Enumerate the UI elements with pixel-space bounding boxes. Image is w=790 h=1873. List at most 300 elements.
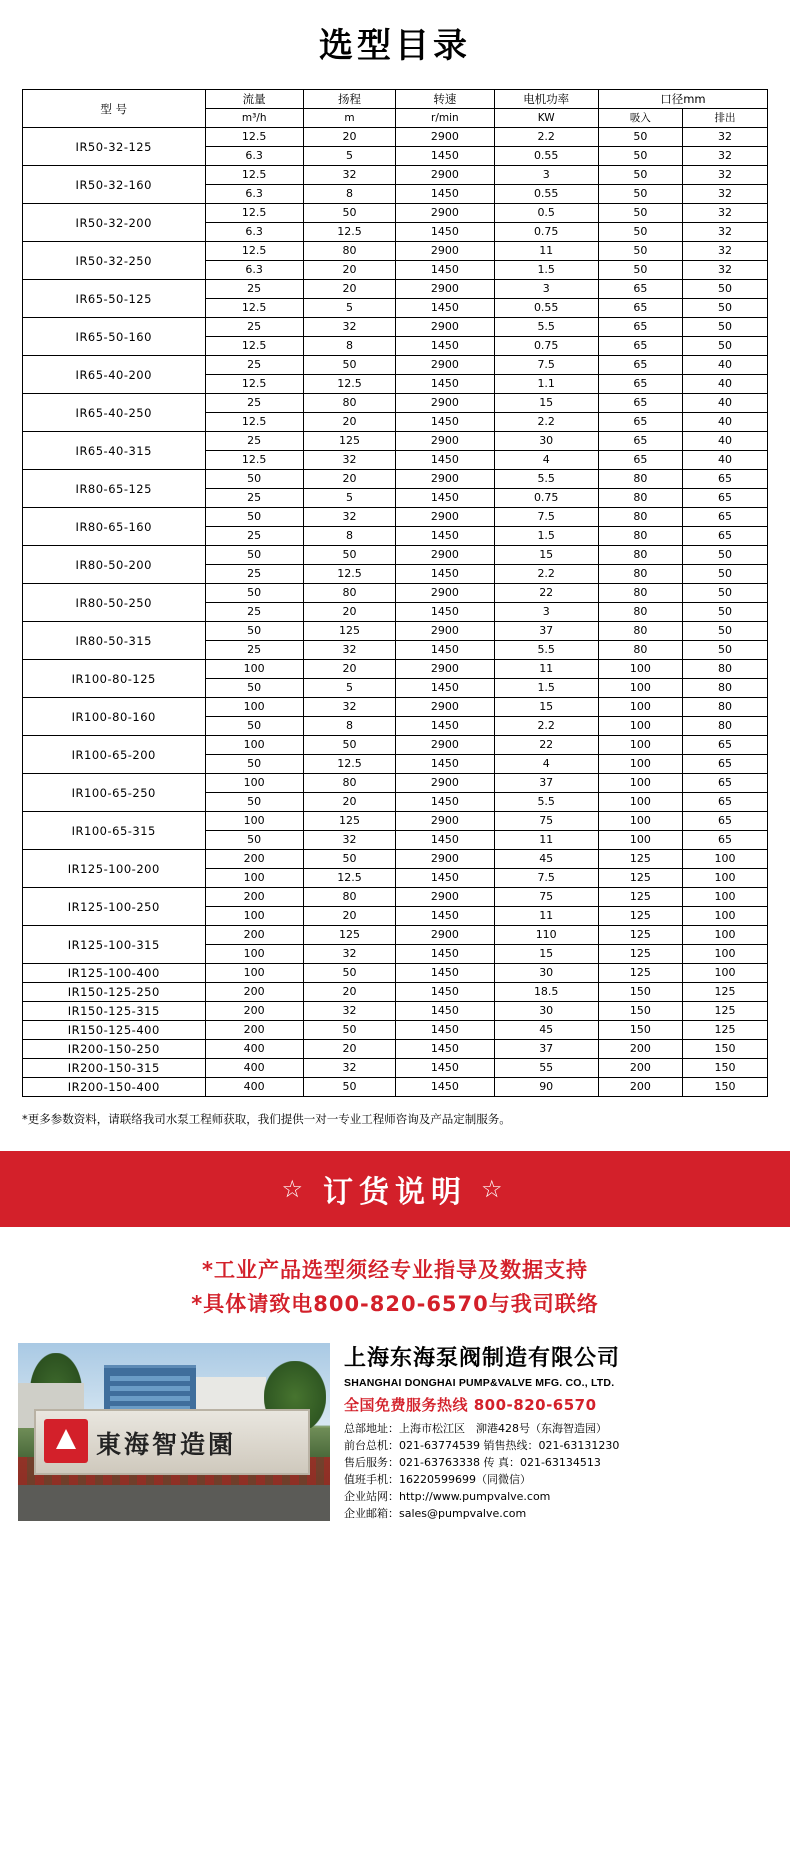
cell-speed: 2900 xyxy=(396,774,494,793)
cell-speed: 1450 xyxy=(396,717,494,736)
cell-outlet: 100 xyxy=(683,888,768,907)
cell-speed: 1450 xyxy=(396,489,494,508)
cell-outlet: 80 xyxy=(683,698,768,717)
cell-outlet: 65 xyxy=(683,489,768,508)
contact-line: 售后服务：021-63763338 传 真：021-63134513 xyxy=(344,1456,601,1469)
cell-power: 3 xyxy=(494,603,598,622)
table-row xyxy=(23,660,768,679)
cell-power: 37 xyxy=(494,1040,598,1059)
unit-head: m xyxy=(303,109,395,128)
cell-power: 0.75 xyxy=(494,223,598,242)
cell-inlet: 100 xyxy=(598,679,682,698)
cell-inlet: 65 xyxy=(598,394,682,413)
cell-power: 11 xyxy=(494,242,598,261)
cell-outlet: 50 xyxy=(683,299,768,318)
cell-head: 32 xyxy=(303,945,395,964)
cell-inlet: 100 xyxy=(598,812,682,831)
cell-head: 50 xyxy=(303,1078,395,1097)
cell-speed: 1450 xyxy=(396,907,494,926)
cell-speed: 2900 xyxy=(396,204,494,223)
cell-outlet: 32 xyxy=(683,223,768,242)
header-inlet: 吸入 xyxy=(598,109,682,128)
cell-head: 32 xyxy=(303,698,395,717)
cell-model: IR200-150-250 xyxy=(23,1040,206,1059)
cell-outlet: 50 xyxy=(683,318,768,337)
header-head: 扬程 xyxy=(303,90,395,109)
cell-speed: 2900 xyxy=(396,622,494,641)
cell-head: 50 xyxy=(303,1021,395,1040)
cell-inlet: 65 xyxy=(598,337,682,356)
cell-flow: 200 xyxy=(205,888,303,907)
cell-inlet: 200 xyxy=(598,1078,682,1097)
cell-inlet: 150 xyxy=(598,1021,682,1040)
cell-inlet: 80 xyxy=(598,603,682,622)
cell-speed: 2900 xyxy=(396,584,494,603)
cell-speed: 2900 xyxy=(396,736,494,755)
cell-speed: 1450 xyxy=(396,375,494,394)
cell-flow: 200 xyxy=(205,1002,303,1021)
cell-power: 45 xyxy=(494,850,598,869)
cell-model: IR65-50-160 xyxy=(23,318,206,356)
contact-list xyxy=(344,1420,772,1522)
cell-flow: 50 xyxy=(205,793,303,812)
contact-line: 值班手机：16220599699（同微信） xyxy=(344,1473,531,1486)
cell-flow: 25 xyxy=(205,394,303,413)
cell-power: 30 xyxy=(494,1002,598,1021)
cell-outlet: 32 xyxy=(683,242,768,261)
cell-flow: 12.5 xyxy=(205,242,303,261)
star-right-icon: ☆ xyxy=(481,1175,509,1203)
cell-flow: 25 xyxy=(205,356,303,375)
cell-power: 15 xyxy=(494,698,598,717)
cell-inlet: 65 xyxy=(598,299,682,318)
cell-power: 110 xyxy=(494,926,598,945)
table-row xyxy=(23,774,768,793)
table-body xyxy=(23,128,768,1097)
cell-flow: 100 xyxy=(205,736,303,755)
cell-speed: 2900 xyxy=(396,698,494,717)
cell-outlet: 32 xyxy=(683,166,768,185)
cell-power: 11 xyxy=(494,660,598,679)
cell-model: IR150-125-400 xyxy=(23,1021,206,1040)
cell-outlet: 50 xyxy=(683,584,768,603)
cell-model: IR65-40-315 xyxy=(23,432,206,470)
cell-flow: 50 xyxy=(205,831,303,850)
cell-speed: 2900 xyxy=(396,508,494,527)
cell-power: 45 xyxy=(494,1021,598,1040)
cell-flow: 6.3 xyxy=(205,223,303,242)
cell-speed: 1450 xyxy=(396,869,494,888)
table-row xyxy=(23,318,768,337)
cell-power: 90 xyxy=(494,1078,598,1097)
cell-speed: 1450 xyxy=(396,1040,494,1059)
cell-inlet: 50 xyxy=(598,223,682,242)
unit-power: KW xyxy=(494,109,598,128)
cell-speed: 1450 xyxy=(396,983,494,1002)
hotline: 全国免费服务热线 800-820-6570 xyxy=(344,1396,597,1414)
header-speed: 转速 xyxy=(396,90,494,109)
cell-outlet: 100 xyxy=(683,926,768,945)
cell-head: 5 xyxy=(303,679,395,698)
signboard-text: 東海智造園 xyxy=(96,1430,237,1459)
cell-model: IR80-65-125 xyxy=(23,470,206,508)
cell-outlet: 80 xyxy=(683,679,768,698)
cell-inlet: 65 xyxy=(598,451,682,470)
table-row xyxy=(23,394,768,413)
cell-model: IR65-40-200 xyxy=(23,356,206,394)
cell-power: 2.2 xyxy=(494,717,598,736)
cell-flow: 100 xyxy=(205,907,303,926)
cell-model: IR100-80-125 xyxy=(23,660,206,698)
cell-power: 37 xyxy=(494,774,598,793)
cell-inlet: 65 xyxy=(598,356,682,375)
cell-outlet: 100 xyxy=(683,907,768,926)
cell-inlet: 200 xyxy=(598,1040,682,1059)
cell-speed: 1450 xyxy=(396,223,494,242)
cell-power: 4 xyxy=(494,451,598,470)
cell-inlet: 65 xyxy=(598,413,682,432)
header-row-main xyxy=(23,90,768,109)
cell-head: 125 xyxy=(303,812,395,831)
cell-outlet: 65 xyxy=(683,831,768,850)
cell-outlet: 50 xyxy=(683,641,768,660)
table-row xyxy=(23,432,768,451)
cell-model: IR100-65-200 xyxy=(23,736,206,774)
cell-flow: 200 xyxy=(205,1021,303,1040)
cell-flow: 100 xyxy=(205,698,303,717)
cell-head: 125 xyxy=(303,926,395,945)
factory-photo xyxy=(18,1343,330,1521)
cell-head: 8 xyxy=(303,185,395,204)
cell-head: 5 xyxy=(303,299,395,318)
table-row xyxy=(23,166,768,185)
cell-model: IR100-65-315 xyxy=(23,812,206,850)
company-logo-icon xyxy=(44,1419,88,1463)
cell-flow: 200 xyxy=(205,926,303,945)
cell-model: IR200-150-315 xyxy=(23,1059,206,1078)
cell-power: 0.55 xyxy=(494,185,598,204)
company-name-en: SHANGHAI DONGHAI PUMP&VALVE MFG. CO., LTD. xyxy=(344,1377,615,1389)
cell-outlet: 50 xyxy=(683,565,768,584)
cell-head: 32 xyxy=(303,1059,395,1078)
cell-outlet: 125 xyxy=(683,1002,768,1021)
cell-speed: 1450 xyxy=(396,1002,494,1021)
cell-speed: 2900 xyxy=(396,850,494,869)
cell-power: 22 xyxy=(494,736,598,755)
cell-outlet: 125 xyxy=(683,983,768,1002)
cell-outlet: 40 xyxy=(683,413,768,432)
cell-outlet: 50 xyxy=(683,280,768,299)
table-row xyxy=(23,888,768,907)
cell-flow: 25 xyxy=(205,641,303,660)
header-outlet: 排出 xyxy=(683,109,768,128)
cell-head: 125 xyxy=(303,432,395,451)
cell-model: IR150-125-250 xyxy=(23,983,206,1002)
cell-head: 80 xyxy=(303,774,395,793)
cell-model: IR125-100-400 xyxy=(23,964,206,983)
cell-power: 15 xyxy=(494,546,598,565)
header-diameter: 口径mm xyxy=(598,90,767,109)
table-row xyxy=(23,242,768,261)
cell-power: 1.1 xyxy=(494,375,598,394)
table-row xyxy=(23,964,768,983)
cell-outlet: 65 xyxy=(683,736,768,755)
cell-head: 20 xyxy=(303,470,395,489)
cell-power: 0.55 xyxy=(494,147,598,166)
cell-head: 20 xyxy=(303,983,395,1002)
cell-power: 3 xyxy=(494,166,598,185)
cell-head: 80 xyxy=(303,242,395,261)
cell-model: IR125-100-200 xyxy=(23,850,206,888)
table-row xyxy=(23,280,768,299)
cell-flow: 12.5 xyxy=(205,204,303,223)
cell-head: 32 xyxy=(303,166,395,185)
table-row xyxy=(23,584,768,603)
contact-line: 企业邮箱：sales@pumpvalve.com xyxy=(344,1507,527,1520)
cell-head: 20 xyxy=(303,660,395,679)
cell-flow: 400 xyxy=(205,1078,303,1097)
cell-power: 7.5 xyxy=(494,508,598,527)
cell-speed: 2900 xyxy=(396,888,494,907)
cell-flow: 25 xyxy=(205,280,303,299)
spec-table xyxy=(22,89,768,1097)
cell-power: 30 xyxy=(494,964,598,983)
cell-head: 12.5 xyxy=(303,565,395,584)
cell-head: 8 xyxy=(303,337,395,356)
cell-inlet: 80 xyxy=(598,508,682,527)
cell-outlet: 100 xyxy=(683,869,768,888)
cell-speed: 1450 xyxy=(396,299,494,318)
table-row xyxy=(23,204,768,223)
cell-outlet: 50 xyxy=(683,337,768,356)
header-power: 电机功率 xyxy=(494,90,598,109)
cell-speed: 1450 xyxy=(396,755,494,774)
cell-outlet: 32 xyxy=(683,261,768,280)
cell-model: IR50-32-250 xyxy=(23,242,206,280)
cell-power: 75 xyxy=(494,812,598,831)
cell-flow: 50 xyxy=(205,584,303,603)
cell-inlet: 100 xyxy=(598,774,682,793)
cell-outlet: 65 xyxy=(683,508,768,527)
cell-head: 20 xyxy=(303,1040,395,1059)
cell-outlet: 100 xyxy=(683,850,768,869)
cell-speed: 2900 xyxy=(396,166,494,185)
cell-flow: 12.5 xyxy=(205,166,303,185)
cell-head: 12.5 xyxy=(303,869,395,888)
unit-speed: r/min xyxy=(396,109,494,128)
cell-head: 20 xyxy=(303,793,395,812)
table-row xyxy=(23,983,768,1002)
cell-head: 80 xyxy=(303,888,395,907)
cell-speed: 2900 xyxy=(396,356,494,375)
page-title: 选型目录 xyxy=(319,26,471,66)
cell-flow: 25 xyxy=(205,527,303,546)
cell-speed: 2900 xyxy=(396,546,494,565)
cell-power: 0.55 xyxy=(494,299,598,318)
cell-head: 8 xyxy=(303,527,395,546)
cell-power: 18.5 xyxy=(494,983,598,1002)
cell-flow: 100 xyxy=(205,945,303,964)
cell-inlet: 65 xyxy=(598,375,682,394)
cell-head: 12.5 xyxy=(303,375,395,394)
cell-head: 50 xyxy=(303,964,395,983)
cell-inlet: 80 xyxy=(598,641,682,660)
cell-head: 12.5 xyxy=(303,223,395,242)
cell-inlet: 50 xyxy=(598,242,682,261)
cell-model: IR125-100-250 xyxy=(23,888,206,926)
cell-inlet: 80 xyxy=(598,622,682,641)
cell-model: IR100-65-250 xyxy=(23,774,206,812)
cell-speed: 2900 xyxy=(396,660,494,679)
table-head xyxy=(23,90,768,128)
spec-table-container xyxy=(0,89,790,1097)
cell-speed: 2900 xyxy=(396,242,494,261)
cell-head: 20 xyxy=(303,128,395,147)
cell-flow: 12.5 xyxy=(205,128,303,147)
cell-head: 50 xyxy=(303,204,395,223)
cell-power: 3 xyxy=(494,280,598,299)
cell-outlet: 32 xyxy=(683,204,768,223)
cell-speed: 1450 xyxy=(396,679,494,698)
table-row xyxy=(23,736,768,755)
cell-flow: 6.3 xyxy=(205,185,303,204)
cell-outlet: 50 xyxy=(683,546,768,565)
cell-model: IR50-32-200 xyxy=(23,204,206,242)
cell-outlet: 40 xyxy=(683,375,768,394)
cell-outlet: 40 xyxy=(683,394,768,413)
cell-speed: 1450 xyxy=(396,945,494,964)
cell-head: 12.5 xyxy=(303,755,395,774)
cell-power: 11 xyxy=(494,831,598,850)
cell-speed: 1450 xyxy=(396,527,494,546)
cell-speed: 2900 xyxy=(396,394,494,413)
cell-inlet: 100 xyxy=(598,736,682,755)
company-name-cn: 上海东海泵阀制造有限公司 xyxy=(344,1346,621,1371)
cell-flow: 100 xyxy=(205,812,303,831)
table-row xyxy=(23,698,768,717)
cell-flow: 12.5 xyxy=(205,413,303,432)
cell-outlet: 65 xyxy=(683,793,768,812)
table-row xyxy=(23,622,768,641)
cell-head: 32 xyxy=(303,1002,395,1021)
cell-flow: 25 xyxy=(205,489,303,508)
cell-speed: 1450 xyxy=(396,565,494,584)
cell-model: IR100-80-160 xyxy=(23,698,206,736)
cell-outlet: 150 xyxy=(683,1040,768,1059)
banner-title: 订货说明 xyxy=(323,1175,467,1210)
table-row xyxy=(23,926,768,945)
order-instructions-banner xyxy=(0,1151,790,1227)
table-row xyxy=(23,1002,768,1021)
cell-head: 32 xyxy=(303,318,395,337)
cell-model: IR80-50-250 xyxy=(23,584,206,622)
cell-inlet: 125 xyxy=(598,888,682,907)
table-row xyxy=(23,1021,768,1040)
cell-head: 5 xyxy=(303,147,395,166)
cell-model: IR150-125-315 xyxy=(23,1002,206,1021)
cell-outlet: 65 xyxy=(683,774,768,793)
cell-power: 30 xyxy=(494,432,598,451)
header-flow: 流量 xyxy=(205,90,303,109)
cell-outlet: 40 xyxy=(683,356,768,375)
cell-inlet: 80 xyxy=(598,470,682,489)
table-row xyxy=(23,128,768,147)
cell-head: 32 xyxy=(303,508,395,527)
cell-inlet: 100 xyxy=(598,698,682,717)
cell-speed: 2900 xyxy=(396,470,494,489)
cell-outlet: 80 xyxy=(683,717,768,736)
cell-flow: 50 xyxy=(205,546,303,565)
cell-outlet: 80 xyxy=(683,660,768,679)
cell-outlet: 32 xyxy=(683,185,768,204)
cell-speed: 2900 xyxy=(396,128,494,147)
cell-speed: 1450 xyxy=(396,451,494,470)
cell-inlet: 100 xyxy=(598,660,682,679)
cell-inlet: 125 xyxy=(598,945,682,964)
cell-power: 55 xyxy=(494,1059,598,1078)
cell-speed: 1450 xyxy=(396,147,494,166)
cell-flow: 12.5 xyxy=(205,451,303,470)
cell-model: IR50-32-125 xyxy=(23,128,206,166)
cell-flow: 25 xyxy=(205,318,303,337)
cell-speed: 1450 xyxy=(396,1059,494,1078)
footer xyxy=(0,1343,790,1548)
cell-inlet: 80 xyxy=(598,565,682,584)
cell-head: 50 xyxy=(303,356,395,375)
cell-outlet: 65 xyxy=(683,527,768,546)
cell-flow: 50 xyxy=(205,679,303,698)
cell-power: 22 xyxy=(494,584,598,603)
cell-model: IR50-32-160 xyxy=(23,166,206,204)
cell-flow: 200 xyxy=(205,983,303,1002)
cell-power: 1.5 xyxy=(494,527,598,546)
cell-power: 1.5 xyxy=(494,679,598,698)
cell-power: 7.5 xyxy=(494,869,598,888)
cell-flow: 25 xyxy=(205,432,303,451)
table-row xyxy=(23,508,768,527)
cell-flow: 25 xyxy=(205,565,303,584)
cell-head: 32 xyxy=(303,641,395,660)
cell-speed: 2900 xyxy=(396,280,494,299)
cell-speed: 2900 xyxy=(396,812,494,831)
cell-outlet: 50 xyxy=(683,603,768,622)
cell-head: 50 xyxy=(303,850,395,869)
cell-model: IR80-50-200 xyxy=(23,546,206,584)
cell-head: 20 xyxy=(303,603,395,622)
cell-flow: 50 xyxy=(205,622,303,641)
cell-inlet: 65 xyxy=(598,432,682,451)
cell-head: 50 xyxy=(303,736,395,755)
cell-head: 20 xyxy=(303,413,395,432)
cell-inlet: 80 xyxy=(598,546,682,565)
cell-power: 1.5 xyxy=(494,261,598,280)
cell-outlet: 40 xyxy=(683,451,768,470)
cell-speed: 2900 xyxy=(396,318,494,337)
cell-flow: 50 xyxy=(205,755,303,774)
cell-power: 4 xyxy=(494,755,598,774)
cell-outlet: 32 xyxy=(683,128,768,147)
cell-flow: 100 xyxy=(205,660,303,679)
cell-speed: 1450 xyxy=(396,1078,494,1097)
cell-flow: 50 xyxy=(205,717,303,736)
cell-power: 5.5 xyxy=(494,793,598,812)
cell-power: 11 xyxy=(494,907,598,926)
cell-inlet: 80 xyxy=(598,527,682,546)
table-row xyxy=(23,1040,768,1059)
cell-inlet: 100 xyxy=(598,831,682,850)
cell-power: 37 xyxy=(494,622,598,641)
cell-outlet: 32 xyxy=(683,147,768,166)
